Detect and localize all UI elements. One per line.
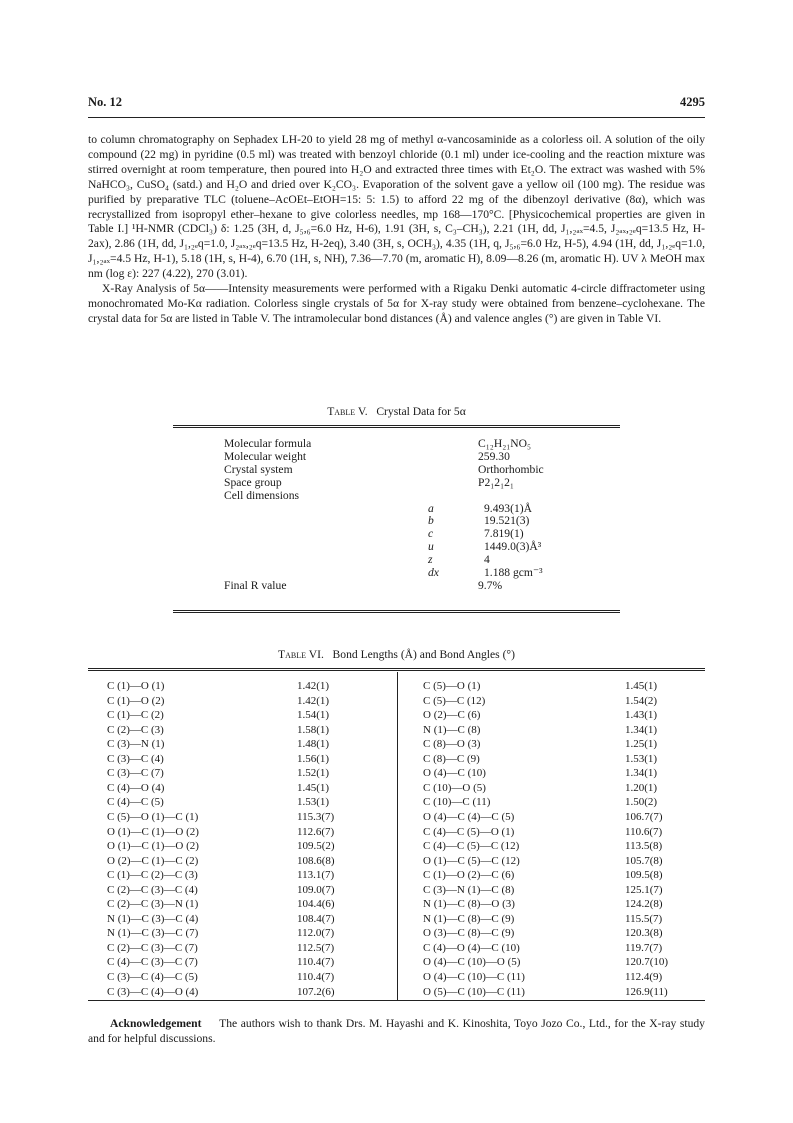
- bond-value: 112.5(7): [297, 941, 335, 954]
- table5-title: Crystal Data for 5α: [376, 405, 466, 418]
- bond-value: 104.4(6): [297, 898, 335, 911]
- bond-value: 1.45(1): [297, 781, 330, 794]
- crystal-param-value: 4: [484, 553, 490, 567]
- bond-value: 112.4(9): [625, 971, 663, 983]
- table5-bottom-rule: [173, 610, 620, 613]
- bond-value: 108.6(8): [297, 854, 335, 867]
- bond-value: 110.6(7): [625, 825, 663, 838]
- bond-label: O (2)—C (1)—C (2): [107, 854, 199, 867]
- bond-value: 1.43(1): [625, 709, 658, 722]
- crystal-param-symbol: z: [428, 553, 433, 567]
- table6-title: Bond Lengths (Å) and Bond Angles (°): [332, 648, 515, 661]
- bond-label: O (4)—C (10)—C (11): [423, 971, 525, 983]
- bond-label: O (1)—C (5)—C (12): [423, 854, 520, 867]
- crystal-param-value: 1.188 gcm⁻³: [484, 566, 543, 579]
- bond-label: C (1)—O (1): [107, 680, 165, 692]
- bond-value: 1.53(1): [297, 796, 330, 809]
- crystal-param-name: Crystal system: [224, 462, 293, 476]
- bond-label: N (1)—C (8)—O (3): [423, 898, 515, 911]
- bond-value: 1.54(1): [297, 709, 330, 722]
- bond-value: 1.20(1): [625, 781, 658, 794]
- crystal-param-symbol: dx: [428, 566, 439, 579]
- bond-value: 119.7(7): [625, 941, 663, 954]
- crystal-param-value: 1449.0(3)Å³: [484, 540, 542, 554]
- bond-label: N (1)—C (3)—C (4): [107, 912, 199, 925]
- bond-value: 1.42(1): [297, 694, 330, 707]
- bond-value: 105.7(8): [625, 854, 663, 867]
- bond-value: 1.34(1): [625, 767, 658, 780]
- table5-top-rule: [173, 425, 620, 428]
- bond-value: 1.56(1): [297, 752, 330, 765]
- bond-label: C (3)—N (1): [107, 738, 165, 751]
- bond-label: C (4)—C (5)—O (1): [423, 825, 515, 838]
- experimental-paragraph: to column chromatography on Sephadex LH-20 to yield 28 mg of methyl α-vancosaminide as a colorless oil. A solution of the oily compound (22 mg) in pyridine (0.5 ml) was treated with benzoyl chloride (0.1 ml) under ice-cooling and the reaction mixture was stirred overnight at room temperature, then poured into H₂O and extracted three times with Et₂O. The extract was washed with 5% NaHCO₃, CuSO₄ (satd.) and H₂O and dried over K₂CO₃. Evaporation of the solvent gave a yellow oil (100 mg). The residue was purified by preparative TLC (toluene–AcOEt–EtOH=15: 5: 1.5) to afford 22 mg of the dibenzoyl derivative (8α), which was recrystallized from isopropyl ether–hexane to give colorless needles, mp 168—170°C. [Physicochemical properties are given in Table I.] ¹H-NMR (CDCl₃) δ: 1.25 (3H, d, J₅,₆=6.0 Hz, H-6), 1.91 (3H, s, C₃–CH₃), 2.21 (1H, dd, J₁,₂ₐₓ=4.5, J₂ₐₓ,₂ₑq=13.5 Hz, H-2ax), 2.86 (1H, dd, J₁,₂ₑq=1.0, J₂ₐₓ,₂ₑq=13.5 Hz, H-2eq), 3.40 (3H, s, OCH₃), 4.35 (1H, q, J₅,₆=6.0 Hz, H-5), 4.94 (1H, dd, J₁,₂ₑq=1.0, J₁,₂ₐₓ=4.5 Hz, H-1), 5.18 (1H, s, H-4), 6.70 (1H, s, NH), 7.36—7.70 (m, aromatic H), 8.09—8.26 (m, aromatic H). UV λ MeOH max nm (log ε): 227 (4.22), 270 (3.01).: [88, 133, 705, 281]
- bond-value: 125.1(7): [625, 883, 663, 896]
- bond-label: C (2)—C (3)—N (1): [107, 898, 199, 911]
- acknowledgement-text: The authors wish to thank Drs. M. Hayashi and K. Kinoshita, Toyo Jozo Co., Ltd., for the X-ray study and for helpful discussions.: [88, 1017, 705, 1045]
- table5-label: Table V.: [327, 405, 368, 418]
- bond-value: 112.6(7): [297, 825, 335, 838]
- bond-value: 120.3(8): [625, 927, 663, 940]
- crystal-param-name: Final R value: [224, 578, 287, 592]
- table5-caption: [0, 405, 793, 418]
- bond-label: N (1)—C (8): [423, 723, 481, 736]
- page-number: 4295: [680, 95, 705, 109]
- crystal-param-value: P2₁2₁2₁: [478, 475, 514, 489]
- bond-label: C (2)—C (3)—C (4): [107, 883, 198, 896]
- body-text: [88, 133, 705, 327]
- bond-label: O (1)—C (1)—O (2): [107, 840, 199, 853]
- crystal-param-value: 9.493(1)Å: [484, 501, 532, 515]
- bond-label: C (10)—O (5): [423, 781, 486, 794]
- bond-value: 115.3(7): [297, 810, 335, 823]
- crystal-param-value: 9.7%: [478, 578, 503, 592]
- table6-label: Table VI.: [278, 648, 324, 661]
- bond-value: 1.48(1): [297, 738, 330, 751]
- bond-label: C (1)—O (2): [107, 694, 165, 707]
- crystal-param-symbol: c: [428, 527, 434, 541]
- bond-label: O (4)—C (10): [423, 767, 486, 780]
- crystal-param-name: Molecular formula: [224, 437, 312, 450]
- bond-label: C (1)—O (2)—C (6): [423, 869, 515, 882]
- bond-label: C (3)—N (1)—C (8): [423, 883, 515, 896]
- bond-value: 109.0(7): [297, 883, 335, 896]
- bond-label: C (5)—O (1): [423, 680, 481, 692]
- header-rule: [88, 117, 705, 118]
- table6-bottom-rule: [88, 1000, 705, 1001]
- crystal-param-symbol: u: [428, 540, 434, 554]
- bond-value: 1.54(2): [625, 694, 658, 707]
- table6-caption: [0, 648, 793, 661]
- bond-label: C (4)—C (5): [107, 796, 164, 809]
- bond-label: C (3)—C (7): [107, 767, 164, 780]
- crystal-param-name: Molecular weight: [224, 449, 307, 463]
- bond-label: C (10)—C (11): [423, 796, 491, 809]
- bond-value: 124.2(8): [625, 898, 663, 911]
- bond-value: 110.4(7): [297, 971, 335, 983]
- bond-value: 113.5(8): [625, 840, 663, 853]
- bond-label: O (4)—C (4)—C (5): [423, 810, 515, 823]
- bond-label: O (4)—C (10)—O (5): [423, 956, 521, 969]
- bond-value: 120.7(10): [625, 956, 669, 969]
- bond-value: 113.1(7): [297, 869, 335, 882]
- crystal-param-name: Cell dimensions: [224, 488, 300, 502]
- bond-label: C (5)—C (12): [423, 694, 486, 707]
- bond-value: 112.0(7): [297, 927, 335, 940]
- bond-value: 1.58(1): [297, 723, 330, 736]
- bond-label: C (8)—O (3): [423, 738, 481, 751]
- bond-label: O (1)—C (1)—O (2): [107, 825, 199, 838]
- bond-label: C (3)—C (4): [107, 752, 164, 765]
- bond-value: 110.4(7): [297, 956, 335, 969]
- acknowledgement: [88, 1016, 705, 1046]
- bond-label: C (3)—C (4)—C (5): [107, 971, 198, 983]
- bond-label: C (2)—C (3): [107, 723, 164, 736]
- bond-value: 107.2(6): [297, 985, 335, 998]
- bond-label: O (5)—C (10)—C (11): [423, 985, 525, 998]
- bond-value: 126.9(11): [625, 985, 668, 998]
- bond-label: C (3)—C (4)—O (4): [107, 985, 199, 998]
- crystal-param-symbol: b: [428, 514, 434, 528]
- bond-value: 1.42(1): [297, 680, 330, 692]
- bond-label: C (4)—C (3)—C (7): [107, 956, 198, 969]
- bond-value: 1.45(1): [625, 680, 658, 692]
- bond-value: 1.52(1): [297, 767, 330, 780]
- crystal-param-name: Space group: [224, 475, 282, 489]
- crystal-param-value: 19.521(3): [484, 514, 530, 528]
- table6-top-rule: [88, 668, 705, 671]
- bond-value: 108.4(7): [297, 912, 335, 925]
- bond-label: O (2)—C (6): [423, 709, 481, 722]
- bond-label: N (1)—C (3)—C (7): [107, 927, 199, 940]
- bond-value: 109.5(8): [625, 869, 663, 882]
- bond-label: C (1)—C (2): [107, 709, 164, 722]
- xray-paragraph: X-Ray Analysis of 5α——Intensity measurements were performed with a Rigaku Denki automatic 4-circle diffractometer using monochromated Mo-Kα radiation. Colorless single crystals of 5α for X-ray study were obtained from benzene–cyclohexane. The crystal data for 5α are listed in Table V. The intramolecular bond distances (Å) and valence angles (°) are given in Table VI.: [88, 282, 705, 325]
- bond-label: C (4)—C (5)—C (12): [423, 840, 520, 853]
- crystal-param-value: 259.30: [478, 449, 510, 463]
- table6-divider: [397, 672, 398, 1000]
- bond-label: C (5)—O (1)—C (1): [107, 810, 199, 823]
- crystal-param-value: Orthorhombic: [478, 462, 544, 476]
- journal-issue: No. 12: [88, 95, 123, 109]
- crystal-param-value: 7.819(1): [484, 527, 524, 541]
- crystal-param-value: C₁₂H₂₁NO₅: [478, 437, 532, 450]
- bond-value: 1.34(1): [625, 723, 658, 736]
- bond-value: 1.50(2): [625, 796, 658, 809]
- acknowledgement-heading: Acknowledgement: [110, 1017, 202, 1030]
- bond-value: 106.7(7): [625, 810, 663, 823]
- bond-label: C (8)—C (9): [423, 752, 480, 765]
- bond-label: O (3)—C (8)—C (9): [423, 927, 515, 940]
- bond-label: C (1)—C (2)—C (3): [107, 869, 198, 882]
- bond-label: N (1)—C (8)—C (9): [423, 912, 515, 925]
- bond-value: 109.5(2): [297, 840, 335, 853]
- crystal-param-symbol: a: [428, 501, 434, 515]
- bond-value: 1.25(1): [625, 738, 658, 751]
- bond-label: C (4)—O (4)—C (10): [423, 941, 520, 954]
- bond-label: C (4)—O (4): [107, 781, 165, 794]
- bond-value: 115.5(7): [625, 912, 663, 925]
- bond-value: 1.53(1): [625, 752, 658, 765]
- bond-label: C (2)—C (3)—C (7): [107, 941, 198, 954]
